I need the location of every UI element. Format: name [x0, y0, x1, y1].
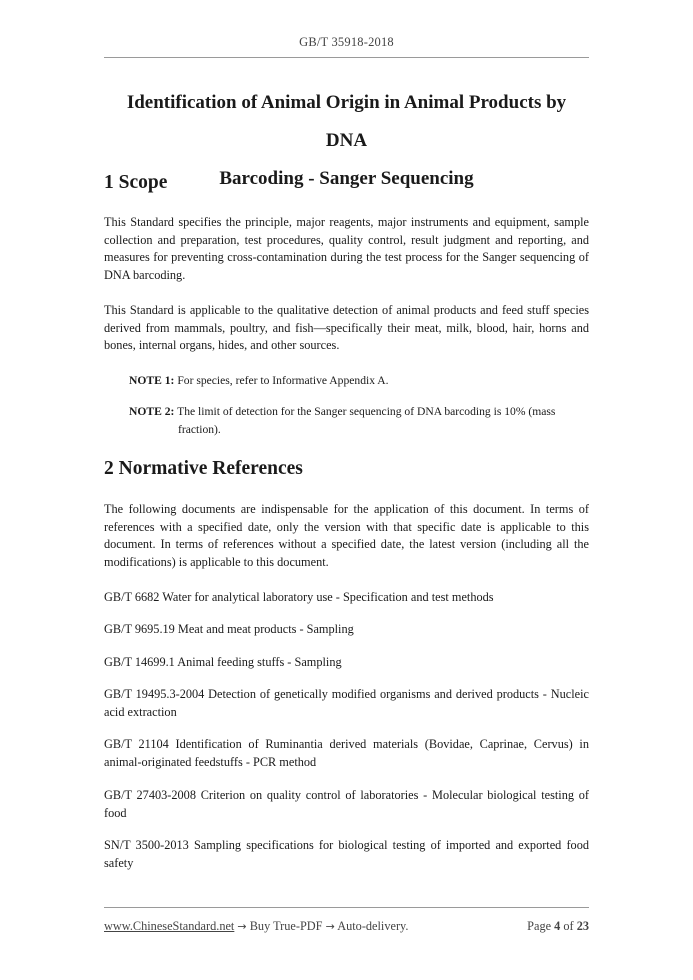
reference-item: GB/T 19495.3-2004 Detection of genetically modified organisms and derived products - Nucleic acid extraction: [104, 687, 589, 719]
reference-item: SN/T 3500-2013 Sampling specifications for biological testing of imported and exported food safety: [104, 838, 589, 870]
note-2: [129, 403, 589, 438]
footer-rule: [104, 907, 589, 908]
page-current: 4: [554, 919, 561, 933]
document-title-line-1: Identification of Animal Origin in Animal Products by DNA: [126, 92, 567, 151]
document-title-line-2: Barcoding - Sanger Sequencing: [219, 168, 474, 189]
note-2-text: The limit of detection for the Sanger sequencing of DNA barcoding is 10% (mass fraction).: [177, 405, 556, 436]
auto-delivery-text: Auto-delivery.: [337, 919, 409, 933]
section-1-heading: 1 Scope: [104, 172, 168, 193]
reference-item: GB/T 27403-2008 Criterion on quality control of laboratories - Molecular biological testing of food: [104, 788, 589, 820]
note-1-text: For species, refer to Informative Appendix A.: [177, 374, 389, 387]
reference-item: GB/T 6682 Water for analytical laboratory use - Specification and test methods: [104, 590, 494, 604]
buy-pdf-text: Buy True-PDF: [249, 919, 323, 933]
of-label: of: [563, 919, 574, 933]
scope-paragraph-1: This Standard specifies the principle, major reagents, major instruments and equipment, sample collection and preparation, test procedures, quality control, result judgment and reporting, and measures for preventing cross-contamination during the test process for the Sanger sequencing of DNA barcoding.: [104, 215, 589, 282]
scope-paragraph-2: This Standard is applicable to the qualitative detection of animal products and feed stuff species derived from mammals, poultry, and fish—specifically their meat, milk, blood, hair, horns and bones, internal organs, hides, and other sources.: [104, 303, 589, 353]
arrow-right-icon: →: [325, 920, 335, 933]
page-total: 23: [576, 919, 589, 933]
page-header-doc-code: GB/T 35918-2018: [299, 35, 394, 49]
arrow-right-icon: →: [237, 920, 247, 933]
note-1: [129, 372, 589, 390]
page-number: [527, 919, 589, 934]
reference-item: GB/T 14699.1 Animal feeding stuffs - Sampling: [104, 655, 342, 669]
reference-item: GB/T 9695.19 Meat and meat products - Sampling: [104, 622, 354, 636]
references-intro: The following documents are indispensable for the application of this document. In terms of references with a specified date, only the version with that specific date is applicable to this document. In terms of references without a specified date, the latest version (including all the modifications) is applicable to this document.: [104, 502, 589, 569]
header-rule: [104, 57, 589, 58]
page-label: Page: [527, 919, 552, 933]
note-1-label: NOTE 1:: [129, 374, 175, 387]
document-title: [104, 84, 589, 198]
section-2-heading: 2 Normative References: [104, 458, 303, 479]
reference-item: GB/T 21104 Identification of Ruminantia derived materials (Bovidae, Caprinae, Cervus) in animal-originated feedstuffs - PCR method: [104, 737, 589, 769]
site-link[interactable]: www.ChineseStandard.net: [104, 919, 235, 933]
note-2-label: NOTE 2:: [129, 405, 175, 418]
